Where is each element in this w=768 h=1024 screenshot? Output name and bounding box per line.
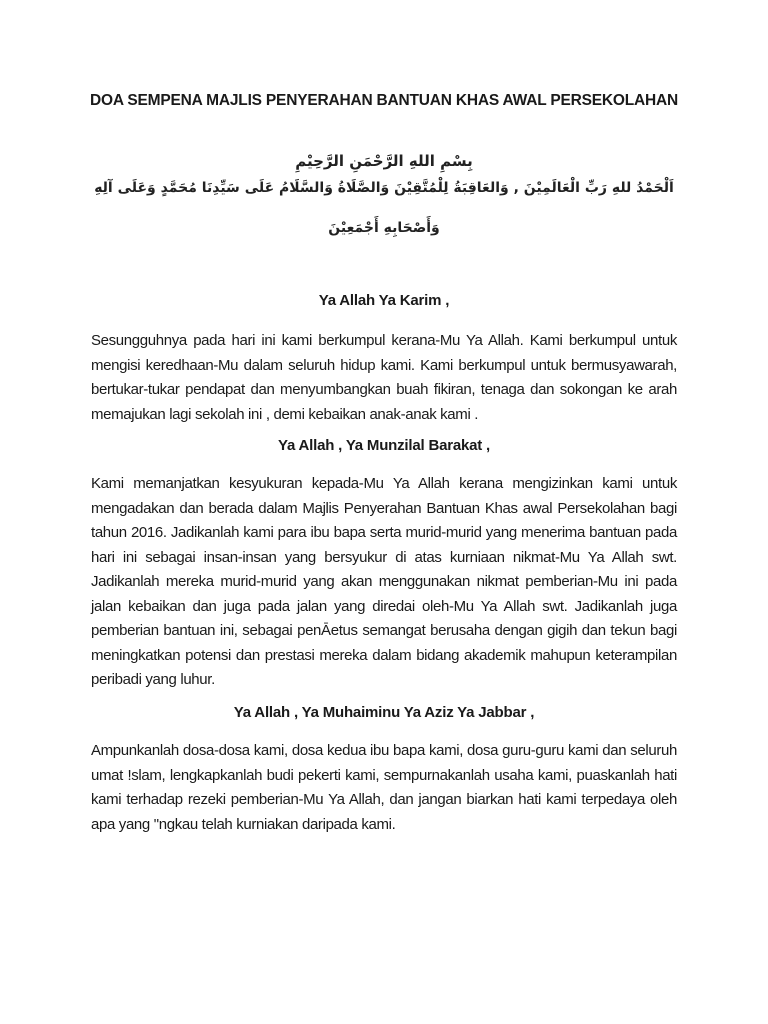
document-title: DOA SEMPENA MAJLIS PENYERAHAN BANTUAN KHAS AWAL PERSEKOLAHAN (90, 92, 678, 109)
body-paragraph: Kami memanjatkan kesyukuran kepada-Mu Ya Allah kerana mengizinkan kami untuk mengadakan dan berada dalam Majlis Penyerahan Bantuan Khas awal Persekolahan bagi tahun 2016. Jadikanlah kami para ibu bapa serta murid-murid yang menerima bantuan pada hari ini sebagai insan-insan yang bersyukur di atas kurniaan nikmat-Mu Ya Allah swt. Jadikanlah mereka murid-murid yang akan menggunakan nikmat pemberian-Mu ini pada jalan kebaikan dan juga pada jalan yang diredai oleh-Mu Ya Allah swt. Jadikanlah juga pemberian bantuan ini, sebagai penĀetus semangat berusaha dengan gigih dan tekun bagi meningkatkan potensi dan prestasi mereka dalam bidang akademik mahupun keterampilan peribadi yang luhur. (91, 475, 677, 688)
body-paragraph: Ampunkanlah dosa-dosa kami, dosa kedua ibu bapa kami, dosa guru-guru kami dan seluruh umat !slam, lengkapkanlah budi pekerti kami, sempurnakanlah usaha kami, puaskanlah hati kami terhadap rezeki pemberian-Mu Ya Allah, dan jangan biarkan hati kami terpedaya oleh apa yang "ngkau telah kurniakan daripada kami. (91, 742, 677, 833)
arabic-basmalah: بِسْمِ اللهِ الرَّحْمَنِ الرَّحِيْمِ (295, 152, 473, 170)
section-heading: Ya Allah , Ya Muhaiminu Ya Aziz Ya Jabbar , (233, 704, 535, 721)
section-heading: Ya Allah , Ya Munzilal Barakat , (277, 437, 491, 454)
arabic-opening-line: اَلْحَمْدُ للهِ رَبِّ الْعَالَمِيْنَ , وَالعَاقِبَةُ لِلْمُتَّقِيْنَ وَالصَّلَاةُ وَالسَّلَامُ عَلَى سَيِّدِنَا مُحَمَّدٍ وَعَلَى آلِهِ (94, 180, 674, 196)
body-paragraph: Sesungguhnya pada hari ini kami berkumpul kerana-Mu Ya Allah. Kami berkumpul untuk mengisi keredhaan-Mu dalam seluruh hidup kami. Kami berkumpul untuk bermusyawarah, bertukar-tukar pendapat dan menyumbangkan buah fikiran, tenaga dan sokongan ke arah memajukan lagi sekolah ini , demi kebaikan anak-anak kami . (91, 332, 677, 423)
arabic-closing-line: وَأَصْحَابِهِ أَجْمَعِيْنَ (328, 220, 440, 236)
section-heading: Ya Allah Ya Karim , (318, 292, 450, 309)
